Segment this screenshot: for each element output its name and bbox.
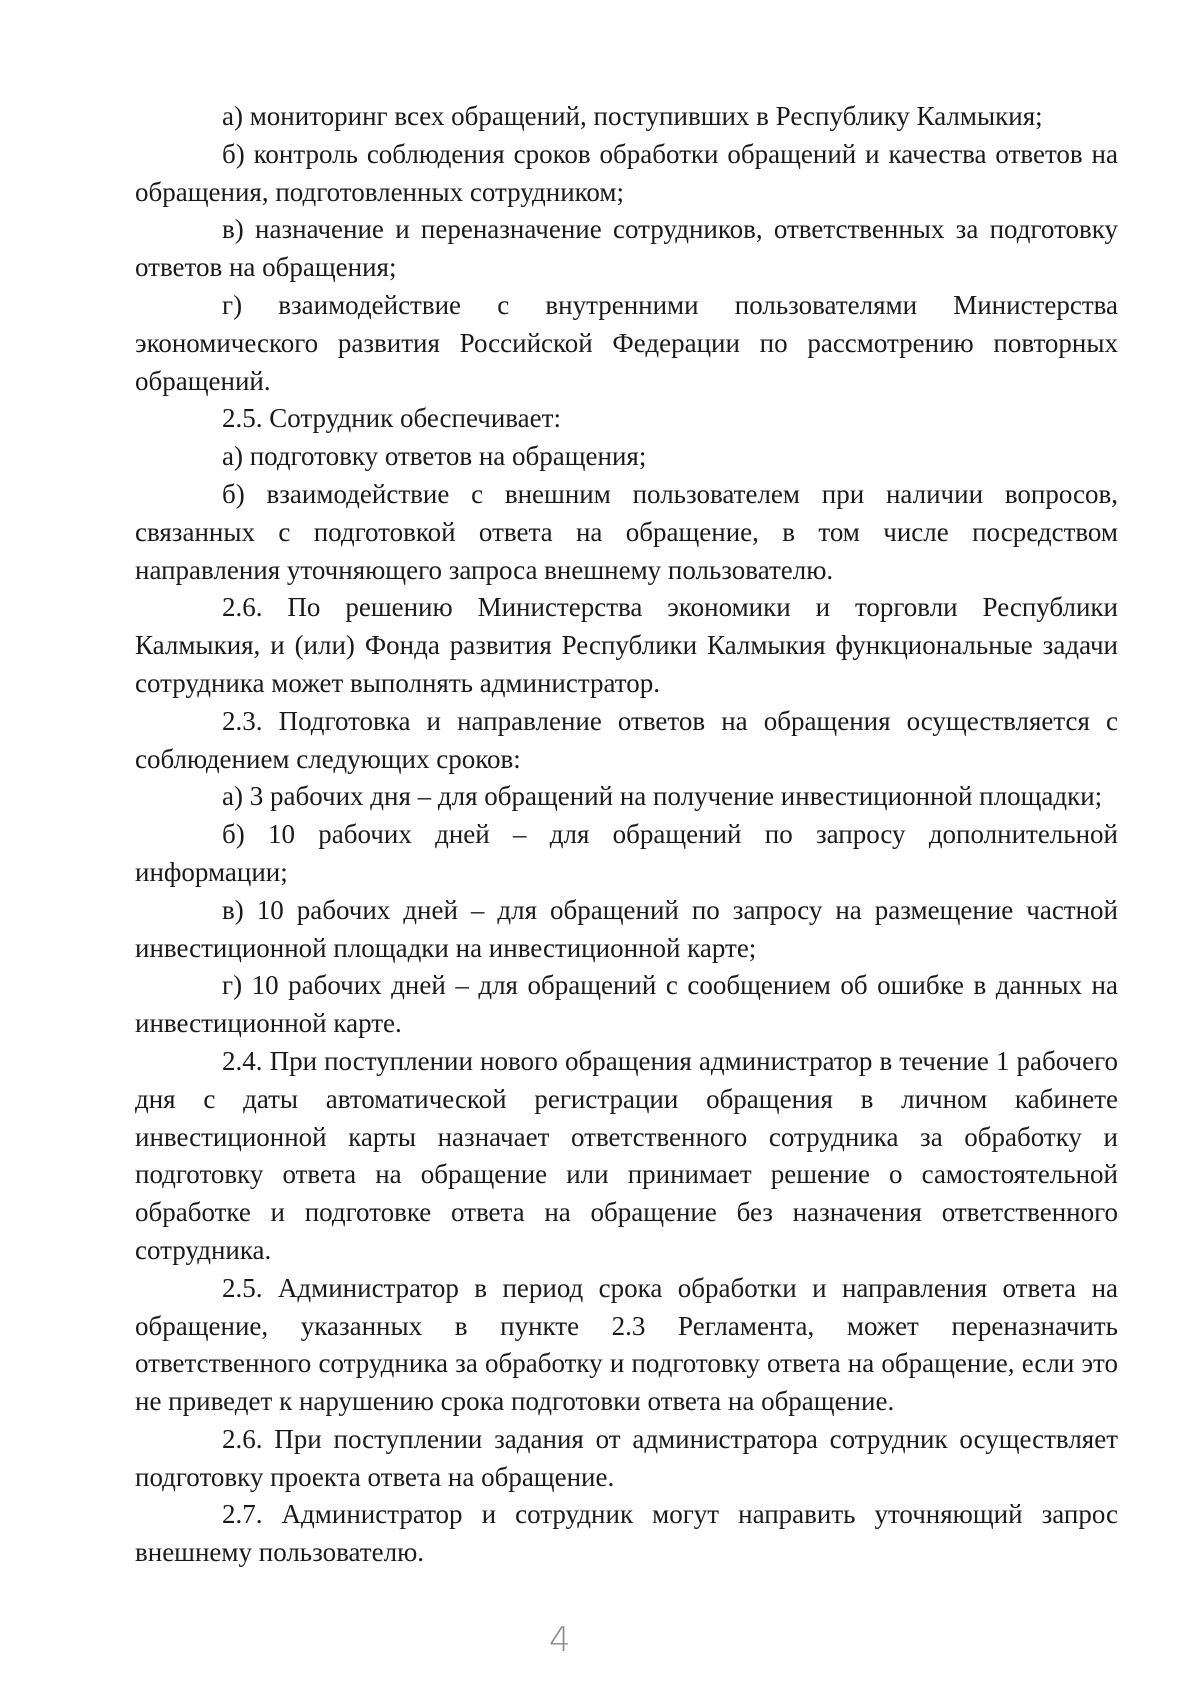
list-item-monitoring: а) мониторинг всех обращений, поступивших в Республику Калмыкия; — [222, 101, 1043, 131]
section-2-4-paragraph: 2.4. При поступлении нового обращения администратор в течение 1 рабочего дня с даты автоматической регистрации обращения в личном кабинете инвестиционной карты назначает ответственного сотрудника за обработку и подготовку ответа на обращение или принимает решение о самостоятельной обработке и подготовке ответа на обращение без назначения ответственного сотрудника. — [135, 1045, 1118, 1265]
list-item-assignment: в) назначение и переназначение сотрудников, ответственных за подготовку ответов на обращения; — [135, 214, 1118, 283]
section-2-5-admin-paragraph: 2.5. Администратор в период срока обработки и направления ответа на обращение, указанных в пункте 2.3 Регламента, может переназначить ответственного сотрудника за обработку и подготовку ответа на обращение, если это не приведет к нарушению срока подготовки ответа на обращение. — [135, 1272, 1118, 1417]
list-item-interaction-ministry: г) взаимодействие с внутренними пользователями Министерства экономического развития Российской Федерации по рассмотрению повторных обращений. — [135, 289, 1118, 396]
list-item-10-days-error: г) 10 рабочих дней – для обращений с сообщением об ошибке в данных на инвестиционной карте. — [135, 970, 1118, 1039]
list-item-deadline-control: б) контроль соблюдения сроков обработки обращений и качества ответов на обращения, подготовленных сотрудником; — [135, 138, 1118, 207]
document-body — [135, 98, 1118, 1572]
list-item-10-days-placement: в) 10 рабочих дней – для обращений по запросу на размещение частной инвестиционной площадки на инвестиционной карте; — [135, 894, 1118, 963]
section-2-6-paragraph: 2.6. По решению Министерства экономики и торговли Республики Калмыкия, и (или) Фонда развития Республики Калмыкия функциональные задачи сотрудника может выполнять администратор. — [135, 592, 1118, 698]
section-2-3-paragraph: 2.3. Подготовка и направление ответов на обращения осуществляется с соблюдением следующих сроков: — [135, 705, 1118, 774]
list-item-interaction-external: б) взаимодействие с внешним пользователем при наличии вопросов, связанных с подготовкой ответа на обращение, в том числе посредством направления уточняющего запроса внешнему пользователю. — [135, 478, 1118, 585]
list-item-10-days-info: б) 10 рабочих дней – для обращений по запросу дополнительной информации; — [135, 819, 1118, 887]
section-2-6-task-paragraph: 2.6. При поступлении задания от администратора сотрудник осуществляет подготовку проекта ответа на обращение. — [135, 1423, 1118, 1492]
page-number: 4 — [549, 1620, 571, 1660]
list-item-prepare-answers: а) подготовку ответов на обращения; — [222, 441, 647, 472]
list-item-3-days: а) 3 рабочих дня – для обращений на получение инвестиционной площадки; — [222, 781, 1103, 812]
section-2-7-paragraph: 2.7. Администратор и сотрудник могут направить уточняющий запрос внешнему пользователю. — [135, 1499, 1118, 1568]
section-2-5-heading: 2.5. Сотрудник обеспечивает: — [222, 403, 561, 434]
